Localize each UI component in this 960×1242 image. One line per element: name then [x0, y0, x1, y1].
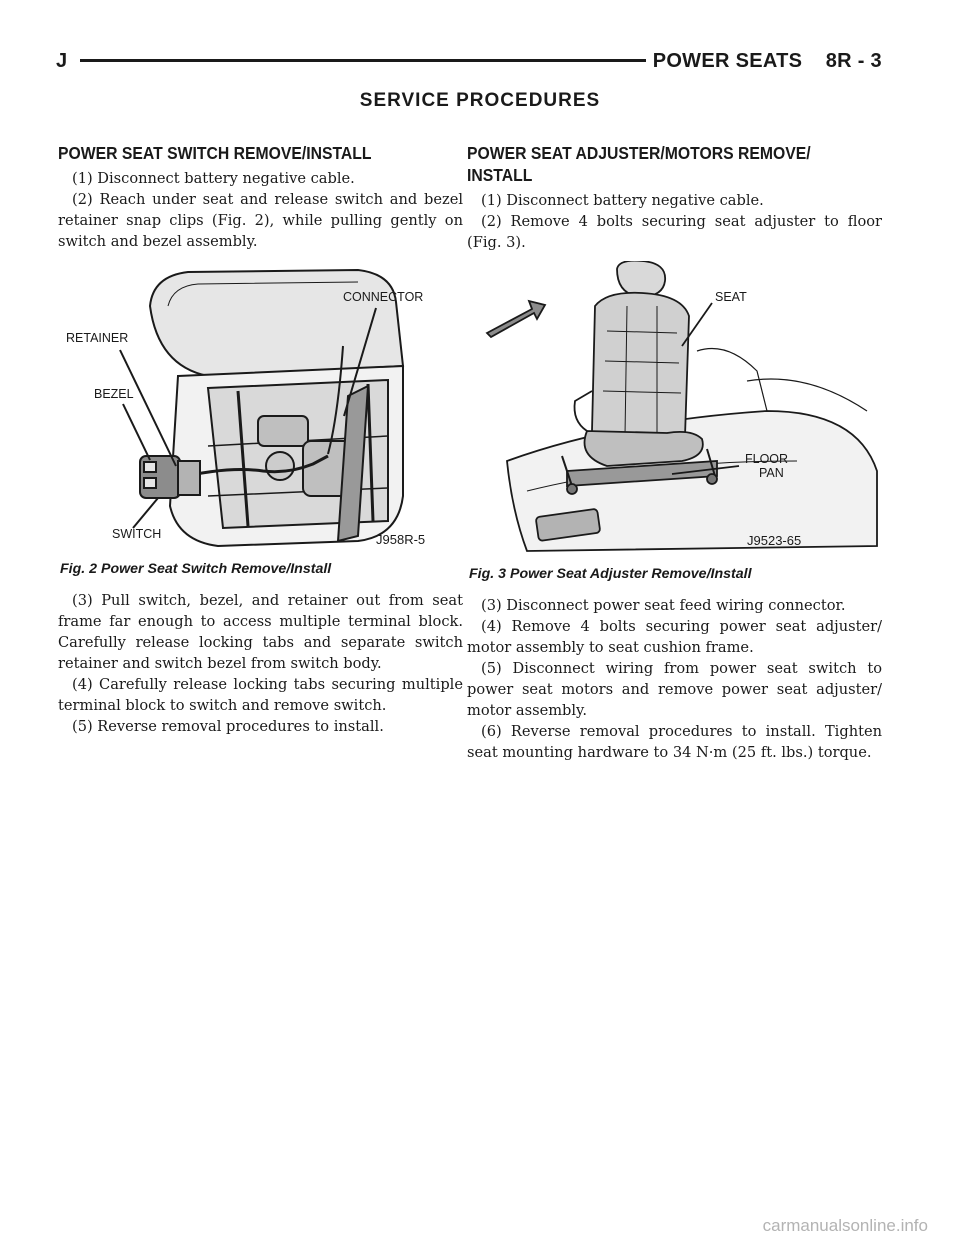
step-1: (1) Disconnect battery negative cable.: [72, 170, 355, 187]
step-4: (4) Carefully release locking tabs securing multiple terminal block to switch and remove switch.: [58, 676, 463, 714]
figure-id: J9523-65: [747, 533, 802, 548]
label-floor: FLOOR: [745, 452, 789, 466]
label-retainer: RETAINER: [66, 331, 129, 345]
step-2: (2) Remove 4 bolts securing seat adjuster to floor (Fig. 3).: [467, 213, 882, 251]
heading-line-1: POWER SEAT ADJUSTER/MOTORS REMOVE/: [467, 143, 811, 163]
label-bezel: BEZEL: [94, 387, 134, 401]
step-6: (6) Reverse removal procedures to install. Tighten seat mounting hardware to 34 N·m (25 ft. lbs.) torque.: [467, 723, 882, 761]
left-column: [58, 142, 463, 737]
heading-line-2: INSTALL: [467, 165, 533, 185]
step-4: (4) Remove 4 bolts securing power seat adjuster/ motor assembly to seat cushion frame.: [467, 618, 882, 656]
step-3: (3) Pull switch, bezel, and retainer out from seat frame far enough to access multiple terminal block. Carefully release locking tabs and separate switch retainer and switch bezel from switch body.: [58, 592, 463, 672]
figure-2: [58, 266, 463, 556]
section-heading-switch: POWER SEAT SWITCH REMOVE/INSTALL: [58, 143, 372, 163]
watermark: carmanualsonline.info: [762, 1216, 928, 1235]
header-rule: [80, 59, 646, 62]
label-pan: PAN: [759, 466, 784, 480]
label-fwd: FWD: [495, 303, 524, 327]
page-header: [56, 46, 882, 76]
label-seat: SEAT: [715, 290, 747, 304]
seat-adjuster-illustration: [467, 261, 882, 561]
step-3: (3) Disconnect power seat feed wiring connector.: [481, 597, 846, 614]
page-title: SERVICE PROCEDURES: [359, 90, 601, 111]
step-2: (2) Reach under seat and release switch and bezel retainer snap clips (Fig. 2), while pulling gently on switch and bezel assembly.: [58, 191, 463, 250]
step-1: (1) Disconnect battery negative cable.: [481, 192, 764, 209]
figure-id: J958R-5: [376, 532, 426, 547]
label-connector: CONNECTOR: [343, 290, 424, 304]
figure-2-caption: Fig. 2 Power Seat Switch Remove/Install: [60, 561, 332, 577]
header-section-title: POWER SEATS 8R - 3: [652, 50, 882, 72]
seat-switch-illustration: [58, 266, 463, 556]
figure-3: [467, 261, 882, 561]
section-heading-adjuster: [467, 142, 841, 186]
figure-3-caption: Fig. 3 Power Seat Adjuster Remove/Install: [469, 566, 752, 582]
right-column: [467, 142, 882, 763]
step-5: (5) Disconnect wiring from power seat switch to power seat motors and remove power seat adjuster/ motor assembly.: [467, 660, 882, 719]
step-5: (5) Reverse removal procedures to install.: [72, 718, 384, 735]
label-switch: SWITCH: [112, 527, 162, 541]
header-section-letter: J: [56, 50, 68, 72]
